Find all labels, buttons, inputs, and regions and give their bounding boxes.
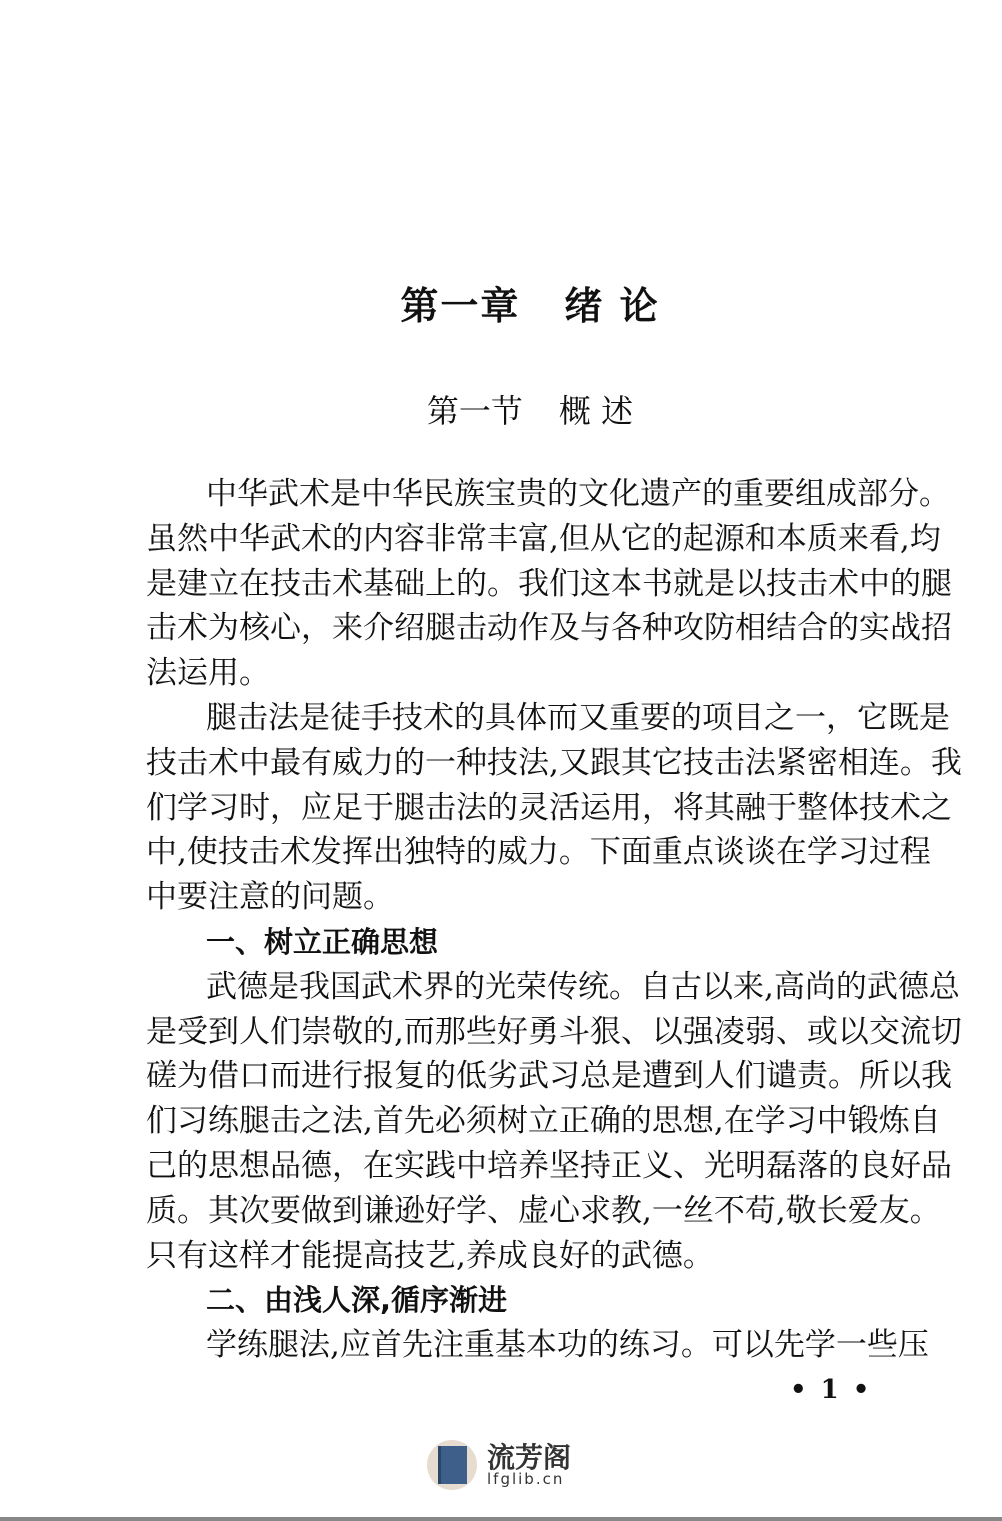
text-line: 们习练腿击之法,首先必须树立正确的思想,在学习中锻炼自	[146, 1103, 941, 1140]
chapter-number: 第一章	[400, 284, 521, 328]
text-line: 学练腿法,应首先注重基本功的练习。可以先学一些压	[206, 1327, 929, 1364]
text-line: 腿击法是徒手技术的具体而又重要的项目之一，它既是	[206, 699, 950, 736]
subheading: 一、树立正确思想	[206, 924, 439, 959]
text-line: 质。其次要做到谦逊好学、虚心求教,一丝不苟,敬长爱友。	[146, 1192, 941, 1229]
text-line: 磋为借口而进行报复的低劣武习总是遭到人们谴责。所以我	[146, 1058, 952, 1095]
text-line: 技击术中最有威力的一种技法,又跟其它技击法紧密相连。我	[146, 744, 962, 781]
text-line: 中华武术是中华民族宝贵的文化遗产的重要组成部分。	[206, 476, 950, 512]
watermark-url: lfglib.cn	[487, 1469, 565, 1488]
text-line: 法运用。	[146, 655, 270, 692]
text-line: 只有这样才能提高技艺,养成良好的武德。	[146, 1237, 714, 1274]
page-number: •1•	[790, 1375, 884, 1405]
body-text	[146, 472, 962, 1368]
section-name: 概 述	[558, 392, 634, 430]
text-line: 中,使技击术发挥出独特的威力。下面重点谈谈在学习过程	[146, 834, 931, 871]
watermark-name: 流芳阁	[487, 1440, 572, 1474]
text-line: 武德是我国武术界的光荣传统。自古以来,高尚的武德总	[206, 968, 960, 1005]
watermark-logo	[427, 1440, 571, 1490]
text-line: 虽然中华武术的内容非常丰富,但从它的起源和本质来看,均	[146, 520, 941, 557]
text-line: 们学习时，应足于腿击法的灵活运用，将其融于整体技术之	[146, 789, 952, 826]
text-line: 是建立在技击术基础上的。我们这本书就是以技击术中的腿	[146, 565, 952, 602]
book-icon	[427, 1440, 477, 1490]
chapter-title	[0, 275, 1002, 330]
bottom-border	[0, 1517, 1002, 1521]
text-line: 己的思想品德，在实践中培养坚持正义、光明磊落的良好品	[146, 1147, 952, 1184]
section-number: 第一节	[426, 392, 523, 430]
text-line: 中要注意的问题。	[146, 879, 394, 916]
page-number-value: 1	[820, 1375, 853, 1405]
subheading: 二、由浅人深,循序渐进	[206, 1283, 508, 1318]
text-line: 击术为核心，来介绍腿击动作及与各种攻防相结合的实战招	[146, 610, 952, 647]
text-line: 是受到人们崇敬的,而那些好勇斗狠、以强凌弱、或以交流切	[146, 1013, 962, 1050]
section-title	[0, 386, 1002, 432]
chapter-name: 绪 论	[564, 284, 660, 328]
